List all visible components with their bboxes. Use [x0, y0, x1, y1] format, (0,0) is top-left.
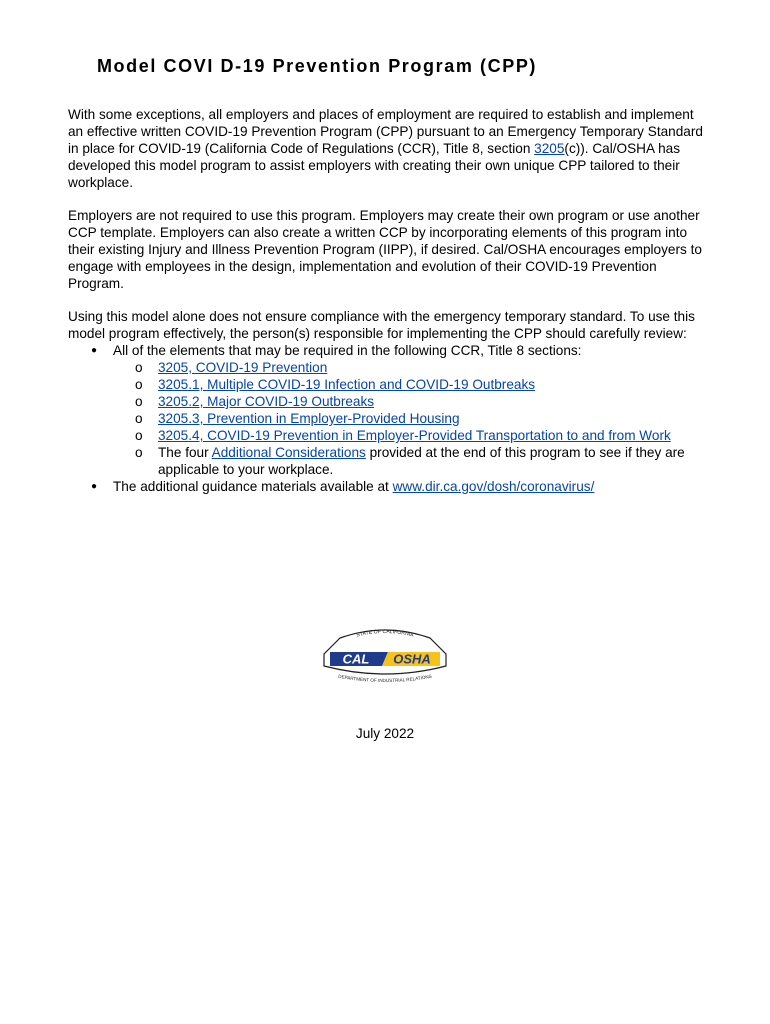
intro-paragraph: [68, 106, 708, 191]
circle-bullet-icon: o: [135, 377, 143, 392]
list-item: [113, 444, 708, 478]
ccr-sections-list: [113, 359, 708, 478]
section-3205-4-transportation-link[interactable]: 3205.4, COVID-19 Prevention in Employer-Provided Transportation to and from Work: [158, 428, 671, 443]
section-3205-2-major-outbreaks-link[interactable]: 3205.2, Major COVID-19 Outbreaks: [158, 394, 375, 409]
additional-text-end: provided at the end of this program to see if they are applicable to your workplace.: [158, 445, 685, 477]
section-3205-covid-prevention-link[interactable]: 3205, COVID-19 Prevention: [158, 360, 328, 375]
logo-state-text: STATE OF CALIFORNIA: [355, 628, 415, 639]
logo-cal-text: CAL: [342, 651, 370, 667]
circle-bullet-icon: o: [135, 411, 143, 426]
list-item: [68, 342, 708, 478]
optional-use-paragraph: Employers are not required to use this program. Employers may create their own program or use another CCP template. Employers can also create a written CCP by incorporating elements of this program into their existing Injury and Illness Prevention Program (IIPP), if desired. Cal/OSHA encourages employers to engage with employees in the design, implementation and evolution of their COVID-19 Prevention Program.: [68, 208, 702, 291]
circle-bullet-icon: o: [135, 428, 143, 443]
logo-department-text: DEPARTMENT OF INDUSTRIAL RELATIONS: [337, 673, 433, 684]
additional-considerations-link[interactable]: Additional Considerations: [211, 445, 366, 460]
circle-bullet-icon: o: [135, 445, 143, 460]
intro-text-start: With some exceptions, all employers and places of employment are required to establish and implement an effective written COVID-19 Prevention Program (CPP) pursuant to an Emergency Temporary Standard in place for COVID-19 (California Code of Regulations (CCR), Title 8, section: [68, 107, 703, 156]
bullet-icon: ●: [91, 481, 98, 492]
bullet-text: All of the elements that may be required in the following CCR, Title 8 sections:: [113, 343, 582, 358]
list-item: [113, 427, 708, 444]
bullet-icon: ●: [91, 345, 98, 356]
section-3205-link[interactable]: 3205: [534, 141, 565, 156]
list-item: [113, 376, 708, 393]
additional-text-start: The four: [158, 445, 212, 460]
section-3205-1-outbreaks-link[interactable]: 3205.1, Multiple COVID-19 Infection and COVID-19 Outbreaks: [158, 377, 536, 392]
list-item: [113, 410, 708, 427]
circle-bullet-icon: o: [135, 360, 143, 375]
intro-text-end: (c)). Cal/OSHA has developed this model program to assist employers with creating their own unique CPP tailored to their workplace.: [68, 141, 680, 190]
coronavirus-guidance-link[interactable]: www.dir.ca.gov/dosh/coronavirus/: [392, 479, 595, 494]
logo-osha-text: OSHA: [393, 651, 431, 667]
page-title: Model COVI D-19 Prevention Program (CPP): [96, 56, 538, 76]
review-list: [68, 342, 708, 495]
review-paragraph: Using this model alone does not ensure compliance with the emergency temporary standard. To use this model program effectively, the person(s) responsible for implementing the CPP should carefully review:: [68, 309, 695, 341]
section-3205-3-housing-link[interactable]: 3205.3, Prevention in Employer-Provided Housing: [158, 411, 460, 426]
list-item: [113, 393, 708, 410]
list-item: [113, 359, 708, 376]
review-section: [68, 308, 708, 495]
guidance-text: The additional guidance materials available at: [113, 479, 393, 494]
publication-date: July 2022: [355, 726, 415, 741]
circle-bullet-icon: o: [135, 394, 143, 409]
cal-osha-logo: [322, 628, 448, 686]
list-item: [68, 478, 708, 495]
